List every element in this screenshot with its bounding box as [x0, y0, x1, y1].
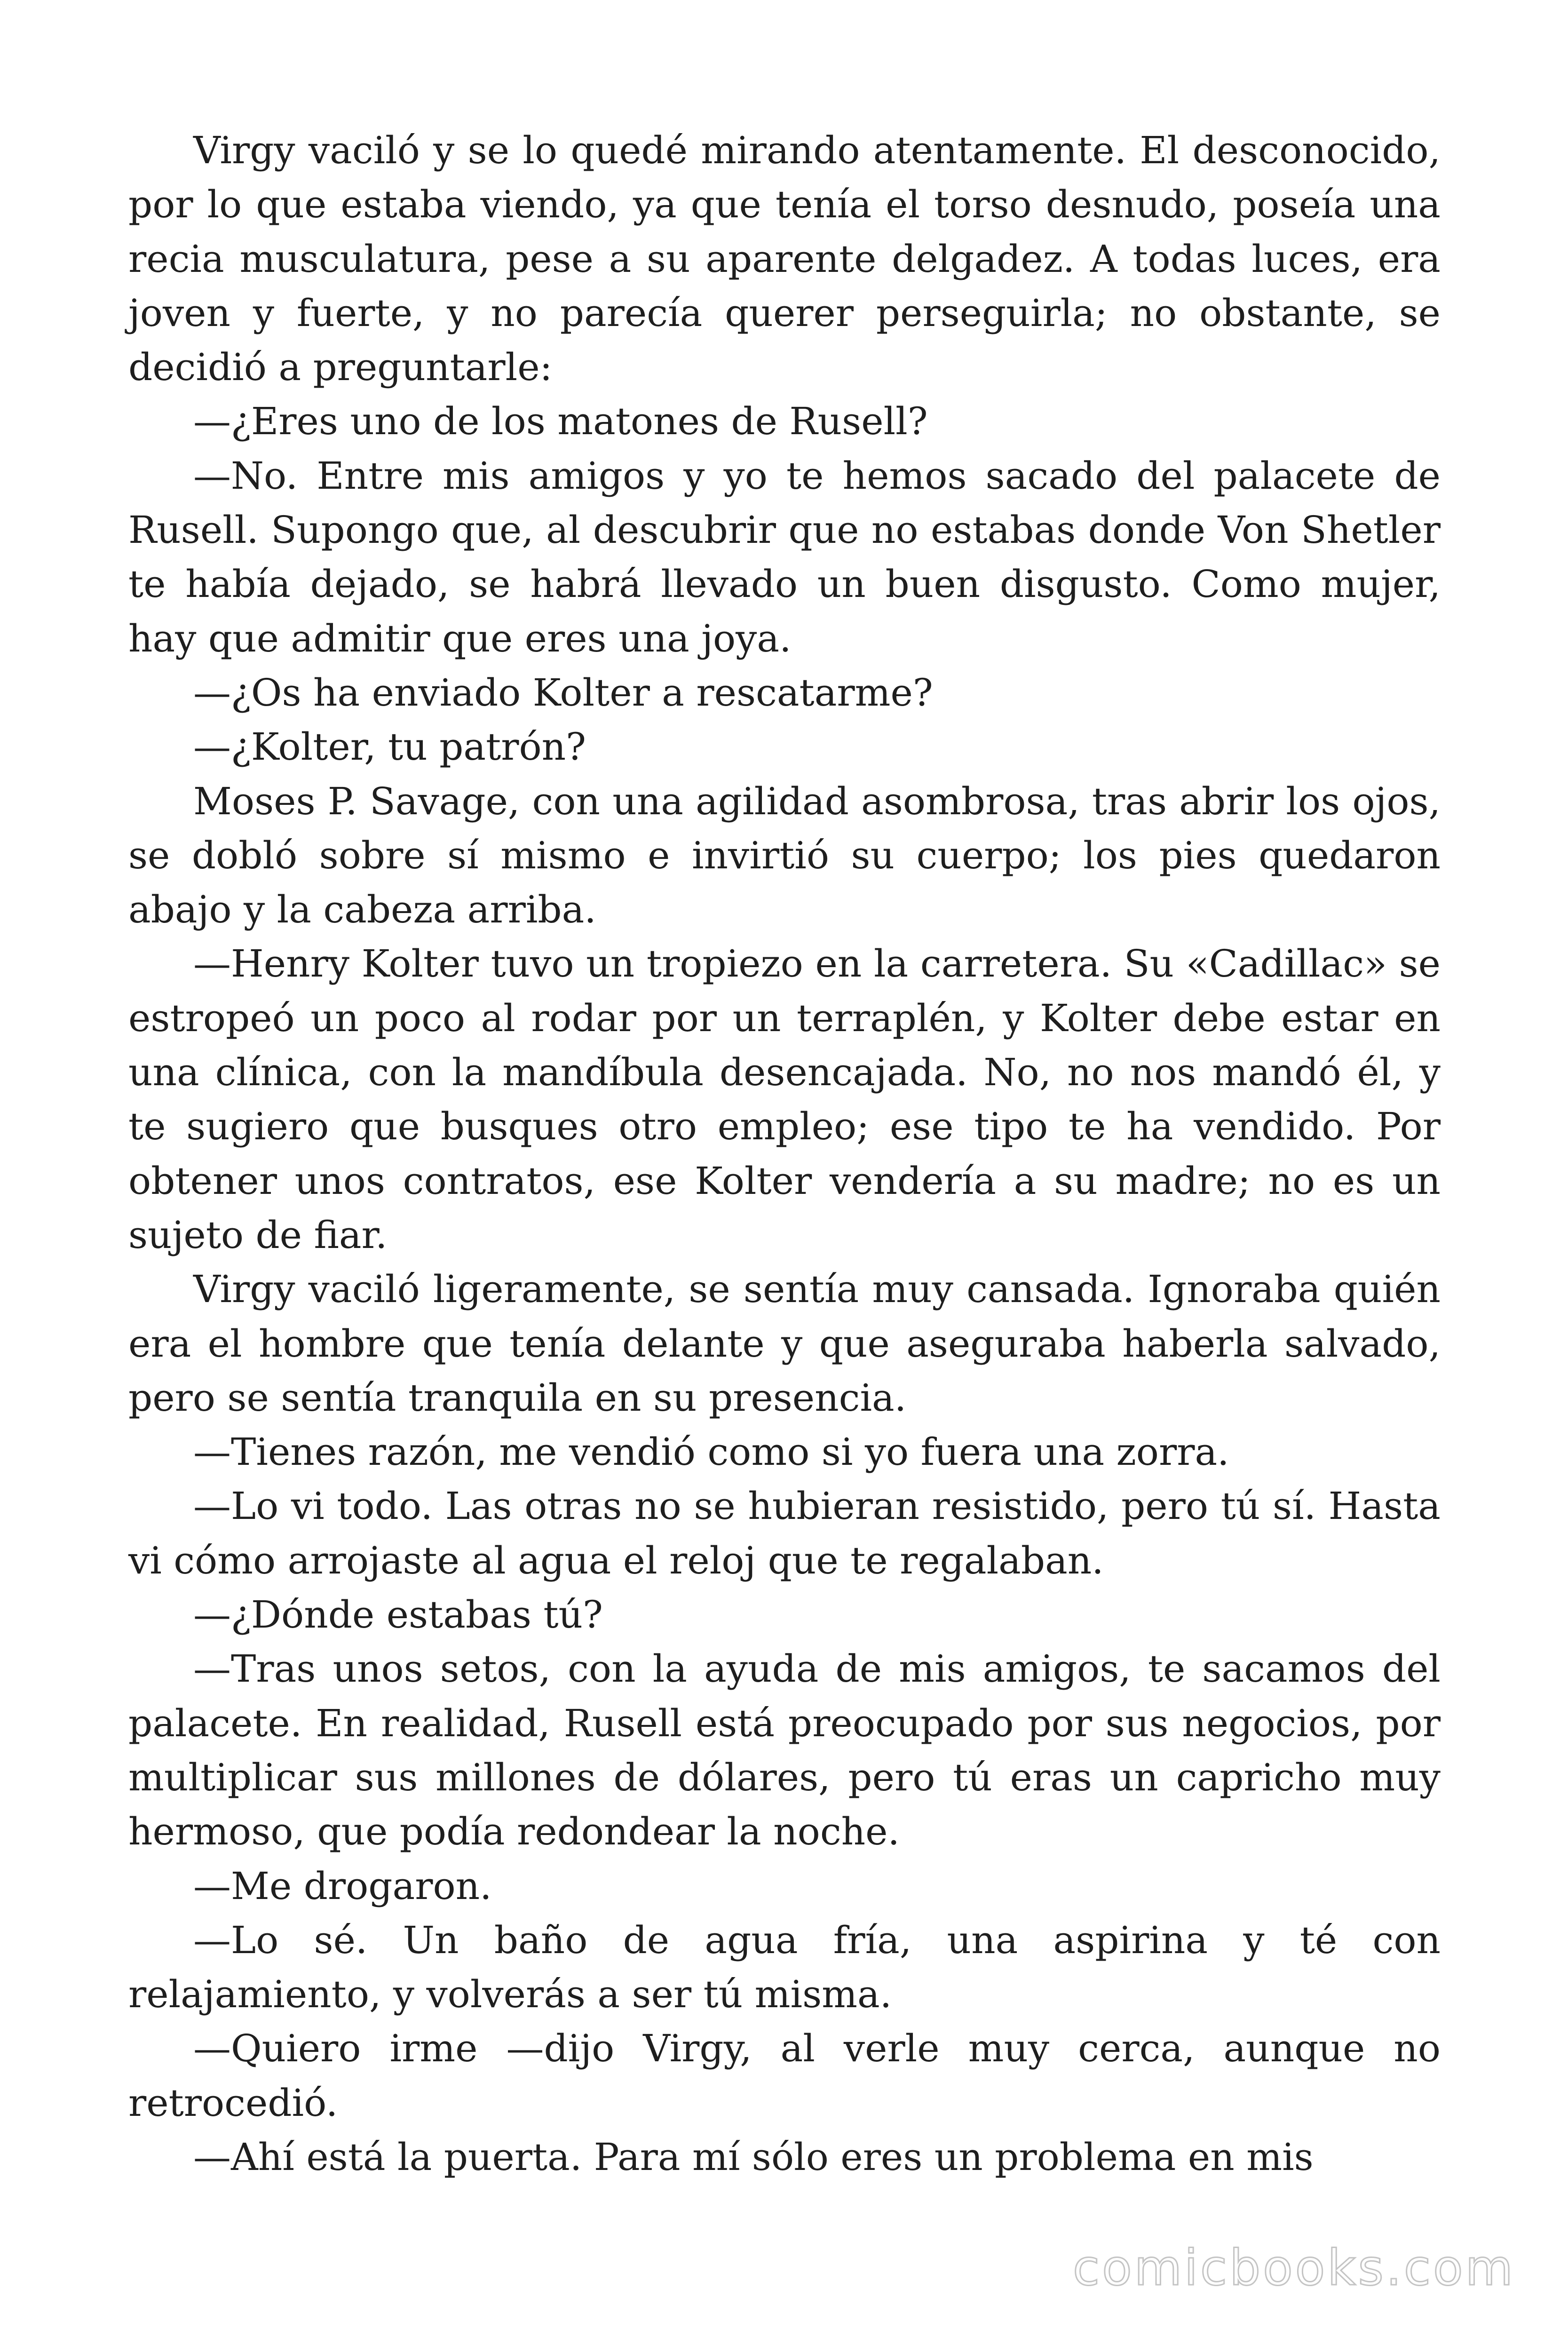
paragraph: Moses P. Savage, con una agilidad asombrosa, tras abrir los ojos, se dobló sobre sí mismo e invirtió su cuerpo; los pies quedaron abajo y la cabeza arriba.: [128, 779, 1441, 932]
paragraph: —Me drogaron.: [193, 1864, 492, 1908]
paragraph: Virgy vaciló ligeramente, se sentía muy cansada. Ignoraba quién era el hombre que tenía delante y que aseguraba haberla salvado, pero se sentía tranquila en su presencia.: [128, 1267, 1441, 1420]
paragraph: —Tienes razón, me vendió como si yo fuera una zorra.: [193, 1430, 1229, 1474]
paragraph: —¿Eres uno de los matones de Rusell?: [193, 399, 928, 444]
paragraph: —Tras unos setos, con la ayuda de mis amigos, te sacamos del palacete. En realidad, Rusell está preocupado por sus negocios, por multiplicar sus millones de dólares, pero tú eras un capricho muy hermoso, que podía redondear la noche.: [128, 1647, 1441, 1854]
paragraph: —Henry Kolter tuvo un tropiezo en la carretera. Su «Cadillac» se estropeó un poco al rodar por un terraplén, y Kolter debe estar en una clínica, con la mandíbula desencajada. No, no nos mandó él, y te sugiero que busques otro empleo; ese tipo te ha vendido. Por obtener unos contratos, ese Kolter vendería a su madre; no es un sujeto de fiar.: [128, 942, 1441, 1257]
body-text: [128, 123, 1441, 2184]
paragraph: —¿Dónde estabas tú?: [193, 1593, 603, 1637]
paragraph: —¿Kolter, tu patrón?: [193, 725, 586, 769]
paragraph: —Lo vi todo. Las otras no se hubieran resistido, pero tú sí. Hasta vi cómo arrojaste al agua el reloj que te regalaban.: [128, 1484, 1441, 1582]
paragraph: —¿Os ha enviado Kolter a rescatarme?: [193, 670, 933, 715]
paragraph: —No. Entre mis amigos y yo te hemos sacado del palacete de Rusell. Supongo que, al descubrir que no estabas donde Von Shetler te había dejado, se habrá llevado un buen disgusto. Como mujer, hay que admitir que eres una joya.: [128, 453, 1441, 660]
paragraph: —Lo sé. Un baño de agua fría, una aspirina y té con relajamiento, y volverás a ser tú misma.: [128, 1918, 1441, 2017]
watermark: comicbooks.com: [1072, 2239, 1515, 2296]
paragraph: —Quiero irme —dijo Virgy, al verle muy cerca, aunque no retrocedió.: [128, 2026, 1441, 2125]
paragraph: —Ahí está la puerta. Para mí sólo eres un problema en mis: [193, 2135, 1314, 2179]
paragraph: Virgy vaciló y se lo quedé mirando atentamente. El desconocido, por lo que estaba viendo, ya que tenía el torso desnudo, poseía una recia musculatura, pese a su aparente delgadez. A todas luces, era joven y fuerte, y no parecía querer perseguirla; no obstante, se decidió a preguntarle:: [128, 128, 1441, 389]
